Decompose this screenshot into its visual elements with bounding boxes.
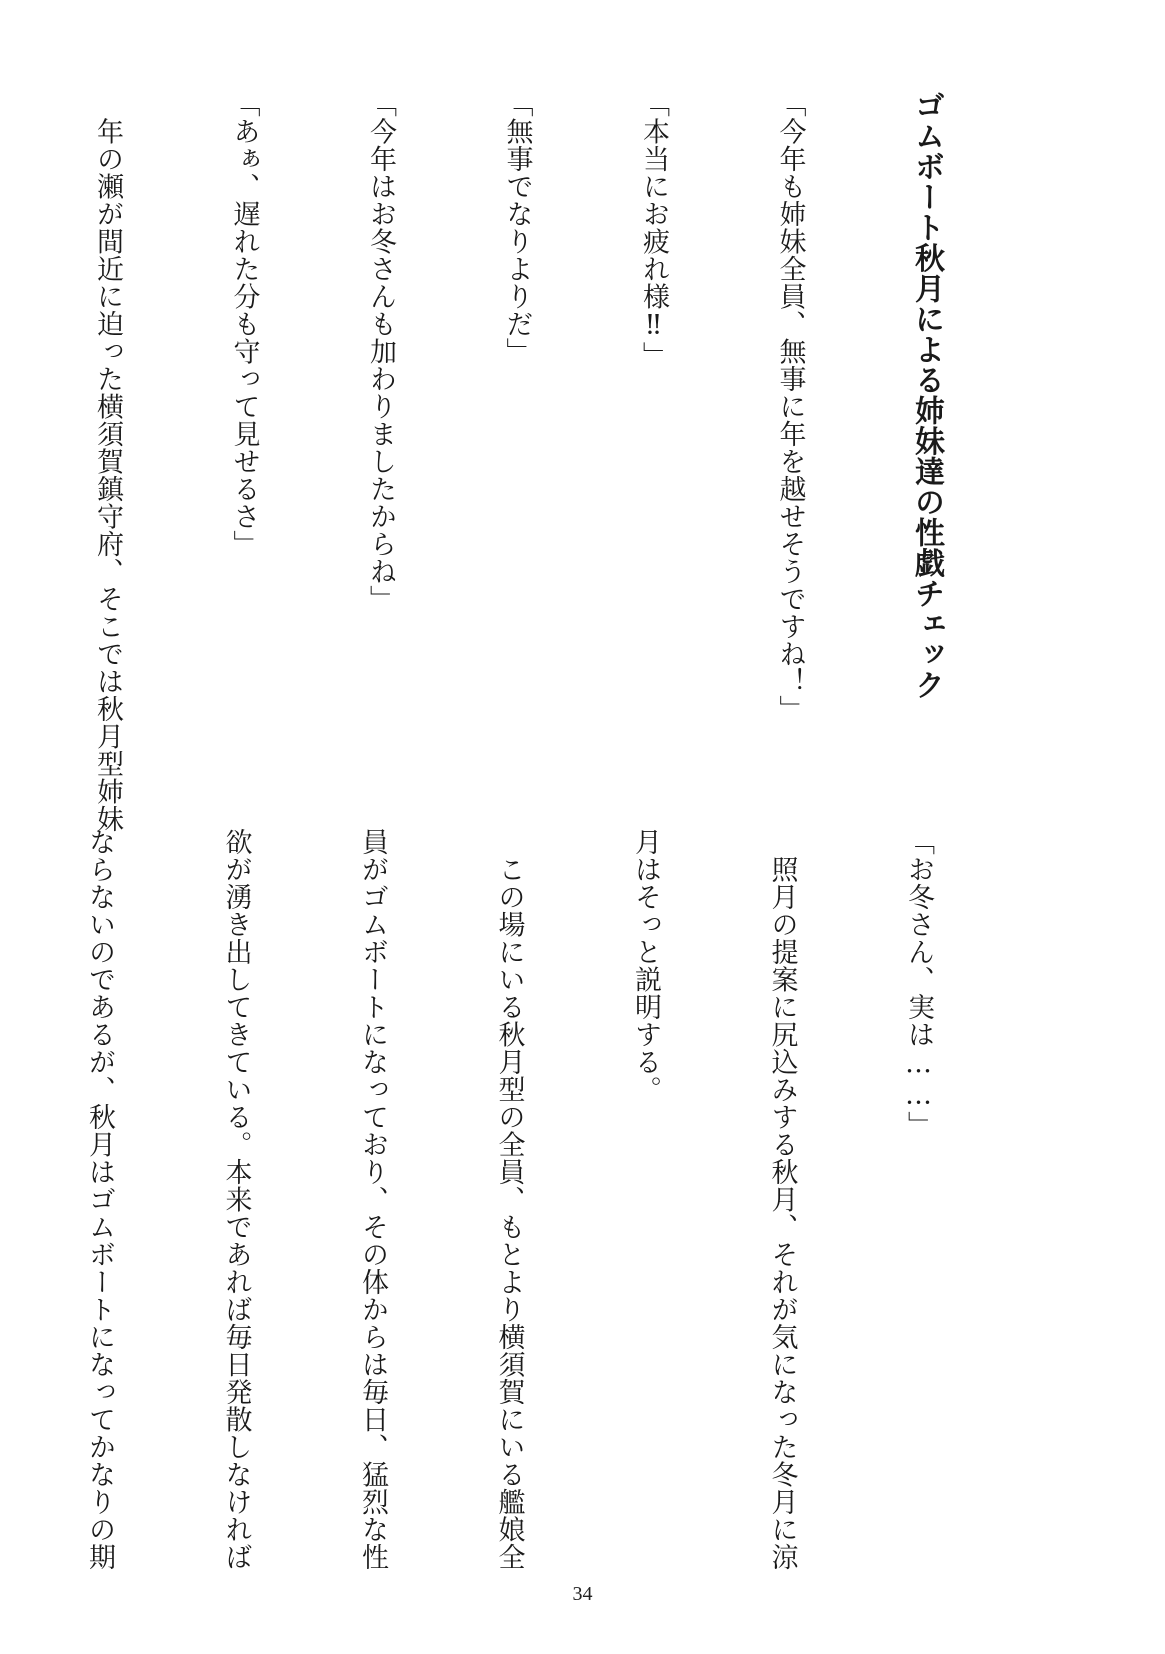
text-line: 「お冬さん、実は……」 — [903, 828, 934, 1139]
text-line: 月はそっと説明する。 — [630, 828, 661, 1103]
text-line: 欲が湧き出してきている。本来であれば毎日発散しなければ — [220, 828, 252, 1571]
text-line: 員がゴムボートになっており、その体からは毎日、猛烈な性 — [357, 828, 388, 1571]
text-line: 「本当にお疲れ様‼」 — [638, 90, 669, 369]
text-line: 照月の提案に尻込みする秋月、それが気になった冬月に涼 — [766, 828, 798, 1571]
text-line: 「あぁ、遅れた分も守って見せるさ」 — [228, 90, 260, 558]
text-block-upper — [92, 90, 1040, 833]
text-line: 「今年も姉妹全員、無事に年を越せそうですね！」 — [774, 90, 806, 723]
text-line: ならないのであるが、秋月はゴムボートになってかなりの期 — [84, 828, 115, 1571]
chapter-title: ゴムボート秋月による姉妹達の性戯チェック — [909, 90, 944, 700]
text-line: この場にいる秋月型の全員、もとより横須賀にいる艦娘全 — [493, 828, 525, 1571]
text-line: 「無事でなりよりだ」 — [501, 90, 533, 365]
text-block-lower — [84, 828, 1032, 1571]
text-line: 「今年はお冬さんも加わりましたからね」 — [365, 90, 396, 613]
page-number: 34 — [572, 1583, 593, 1605]
text-line: 年の瀬が間近に迫った横須賀鎮守府、そこでは秋月型姉妹 — [92, 90, 123, 833]
